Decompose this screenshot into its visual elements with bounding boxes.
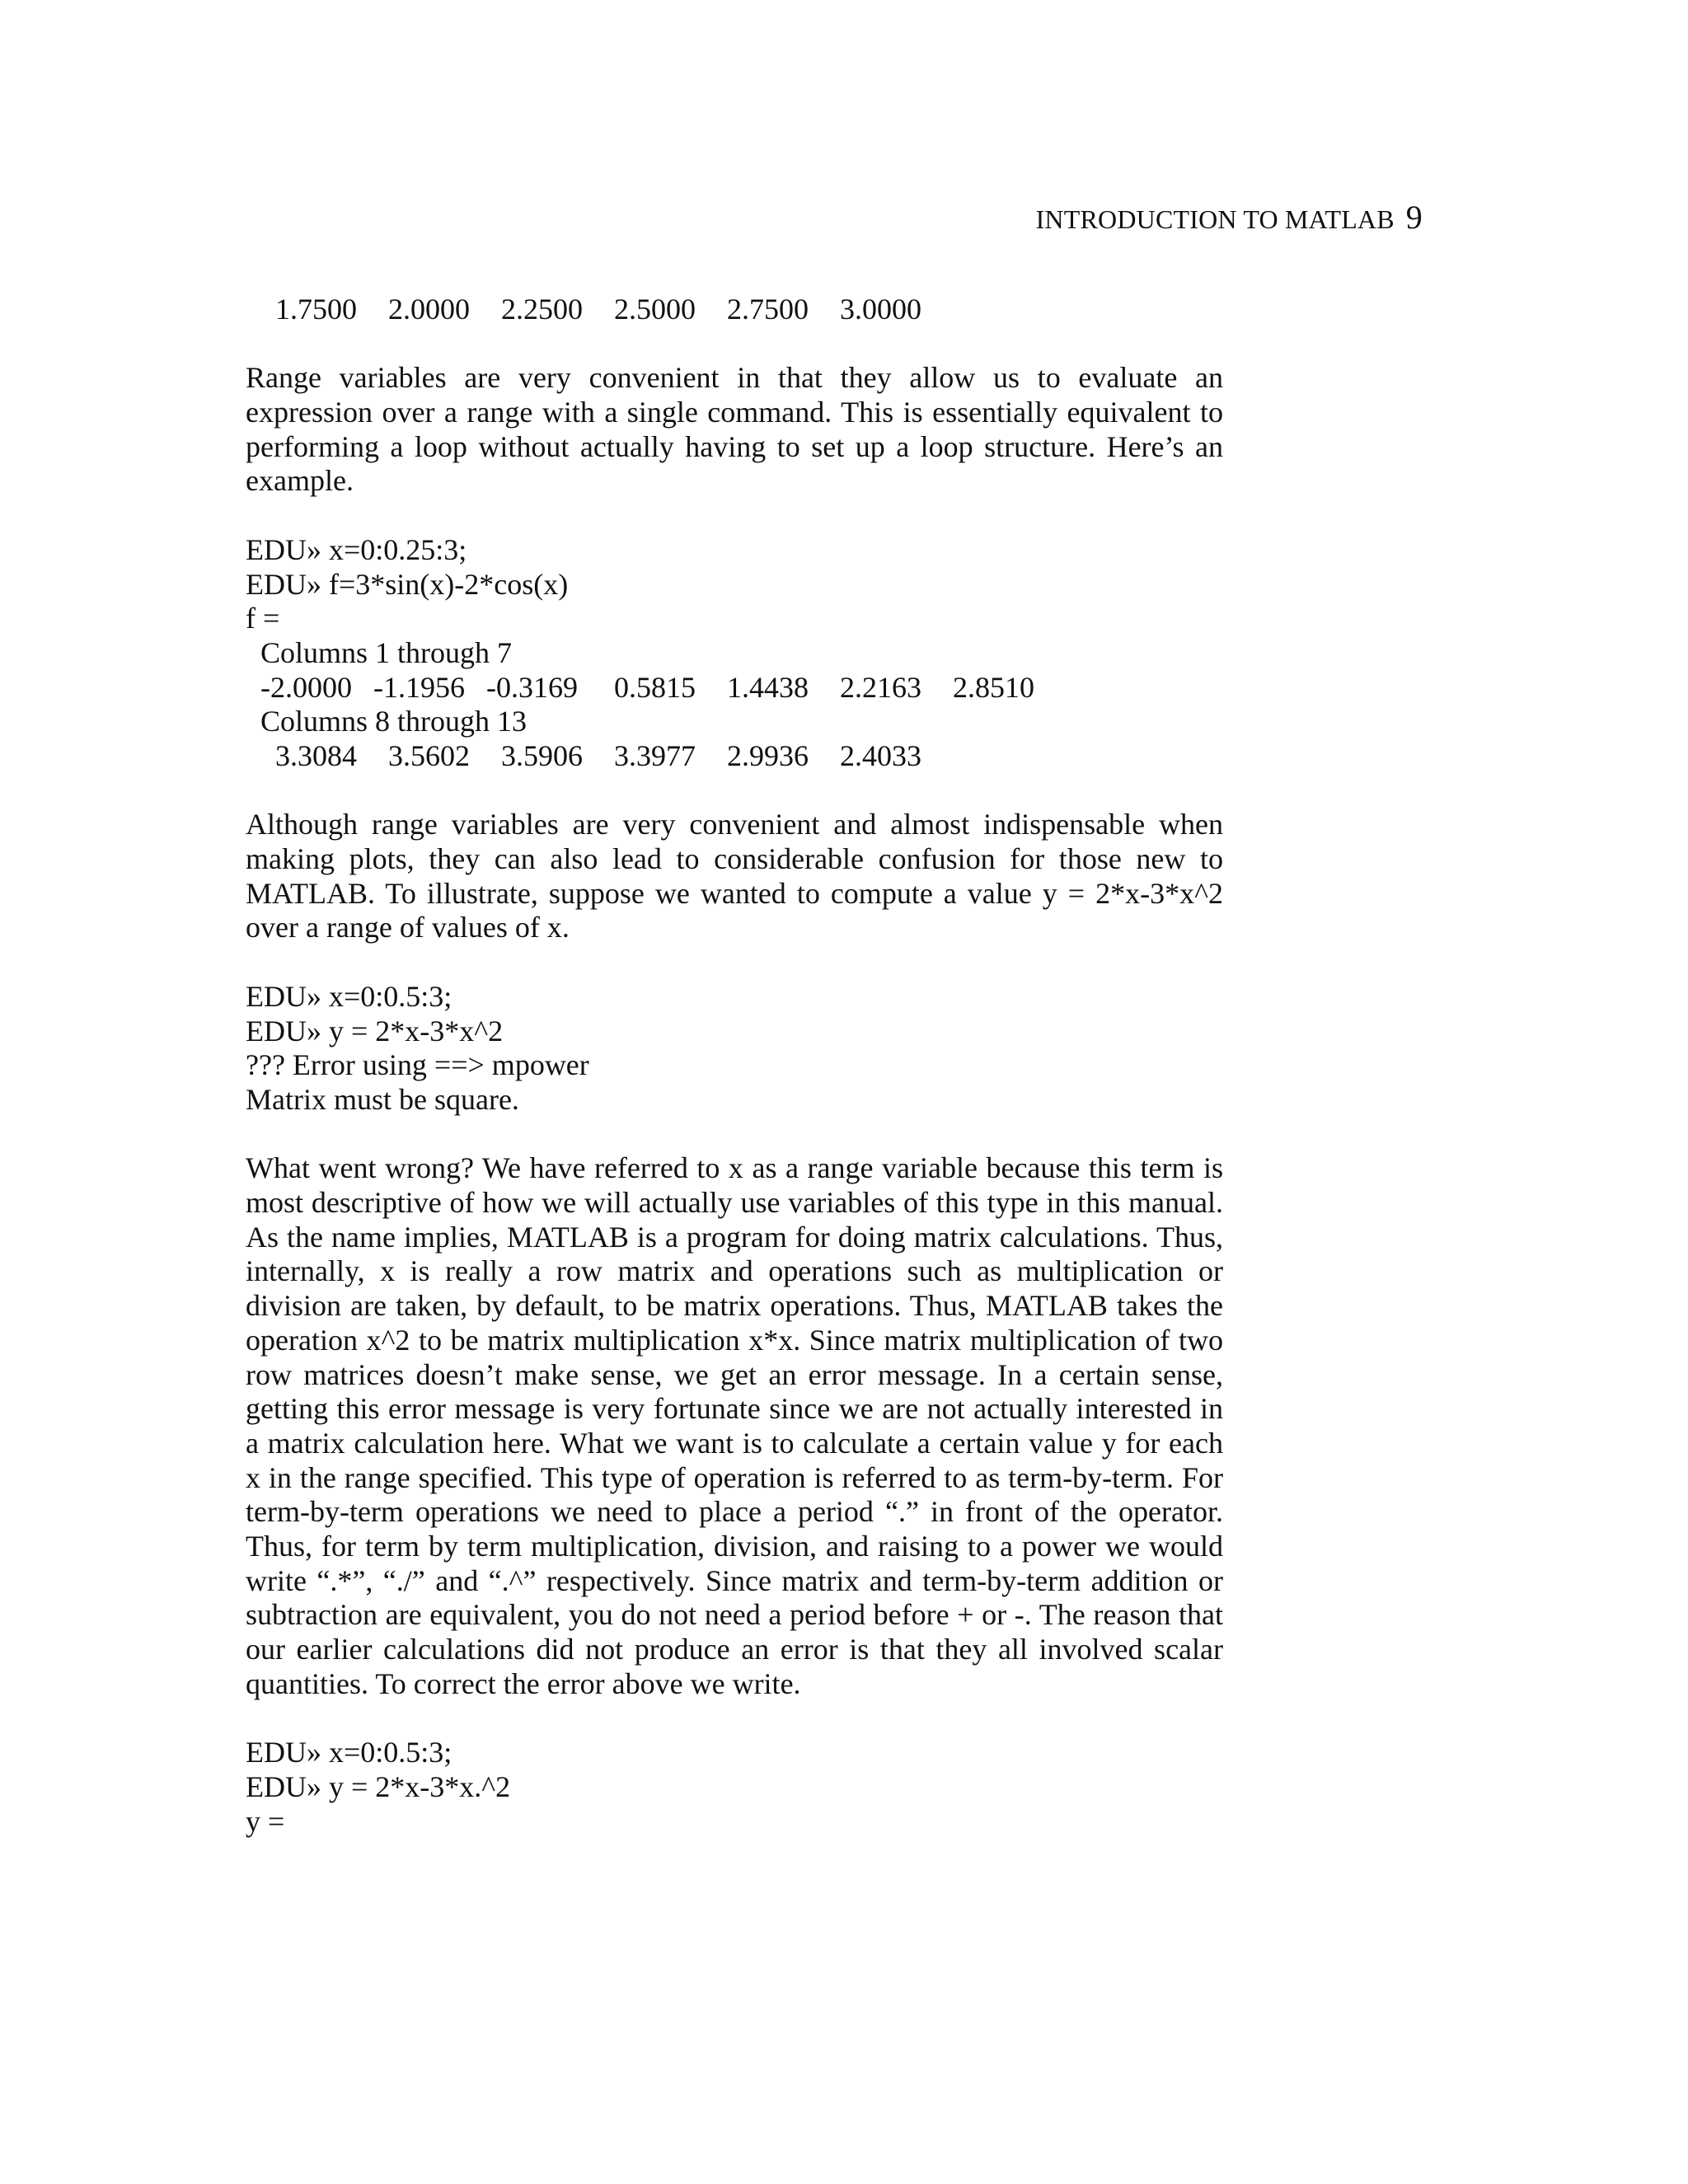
output-value: -0.3169 (486, 670, 578, 704)
paragraph: Although range variables are very convenient and almost indispensable when making plots, they can also lead to considerable confusion for those new to MATLAB. To illustrate, suppose we wanted to compute a value y = 2*x-3*x^2 over a range of values of x. (246, 808, 1223, 944)
code-line: EDU» y = 2*x-3*x^2 (246, 1014, 504, 1047)
page-number: 9 (1405, 199, 1423, 236)
code-line: EDU» f=3*sin(x)-2*cos(x) (246, 567, 569, 601)
code-line: EDU» x=0:0.5:3; (246, 979, 452, 1013)
output-values-row (246, 739, 1223, 774)
code-line: f = (246, 602, 280, 635)
columns-label: Columns 8 through 13 (260, 705, 528, 738)
running-title: INTRODUCTION TO MATLAB (1035, 204, 1395, 234)
output-value: 3.5602 (388, 739, 470, 772)
output-value: 2.4033 (840, 739, 921, 772)
output-value: 2.7500 (727, 293, 809, 326)
code-line: y = (246, 1804, 285, 1838)
code-line: EDU» x=0:0.25:3; (246, 532, 467, 566)
output-value: 2.5000 (614, 293, 696, 326)
output-value: 2.2500 (501, 293, 583, 326)
output-value: 3.3084 (275, 739, 357, 772)
paragraph: What went wrong? We have referred to x as a range variable because this term is most descriptive of how we will actually use variables of this type in this manual. As the name implies, MATLAB is a program for doing matrix calculations. Thus, internally, x is really a row matrix and operations such as multiplication or division are taken, by default, to be matrix operations. Thus, MATLAB takes the operation x^2 to be matrix multiplication x*x. Since matrix multiplication of two row matrices doesn’t make sense, we get an error message. In a certain sense, getting this error message is very fortunate since we are not actually interested in a matrix calculation here. What we want is to calculate a certain value y for each x in the range specified. This type of operation is referred to as term-by-term. For term-by-term operations we need to place a period “.” in front of the operator. Thus, for term by term multiplication, division, and raising to a power we would write “.*”, “./” and “.^” respectively. Since matrix and term-by-term addition or subtraction are equivalent, you do not need a period before + or -. The reason that our earlier calculations did not produce an error is that they all involved scalar quantities. To correct the error above we write. (246, 1151, 1223, 1700)
output-value: 2.0000 (388, 293, 470, 326)
output-value: 3.3977 (614, 739, 696, 772)
output-value: 2.9936 (727, 739, 809, 772)
output-value: 0.5815 (614, 670, 696, 704)
paragraph: Range variables are very convenient in that they allow us to evaluate an expression over a range with a single command. This is essentially equivalent to performing a loop without actually having to set up a loop structure. Here’s an example. (246, 361, 1223, 498)
code-block (246, 980, 1223, 1118)
running-header (1036, 198, 1423, 237)
code-block (246, 1736, 1223, 1839)
output-value: 3.0000 (840, 293, 921, 326)
columns-label: Columns 1 through 7 (260, 635, 513, 669)
error-line: ??? Error using ==> mpower (246, 1048, 589, 1082)
output-value: -1.1956 (373, 670, 465, 704)
output-values-row (246, 293, 1223, 327)
code-line: EDU» x=0:0.5:3; (246, 1736, 452, 1769)
body-text (246, 293, 1223, 1839)
output-value: 1.4438 (727, 670, 809, 704)
output-value: 2.8510 (953, 670, 1034, 704)
output-value: 1.7500 (275, 293, 357, 326)
code-line: EDU» y = 2*x-3*x.^2 (246, 1769, 511, 1803)
error-line: Matrix must be square. (246, 1082, 519, 1116)
code-block (246, 533, 1223, 774)
output-value: 3.5906 (501, 739, 583, 772)
output-values-row (246, 671, 1223, 705)
output-value: 2.2163 (840, 670, 921, 704)
output-value: -2.0000 (260, 670, 352, 704)
